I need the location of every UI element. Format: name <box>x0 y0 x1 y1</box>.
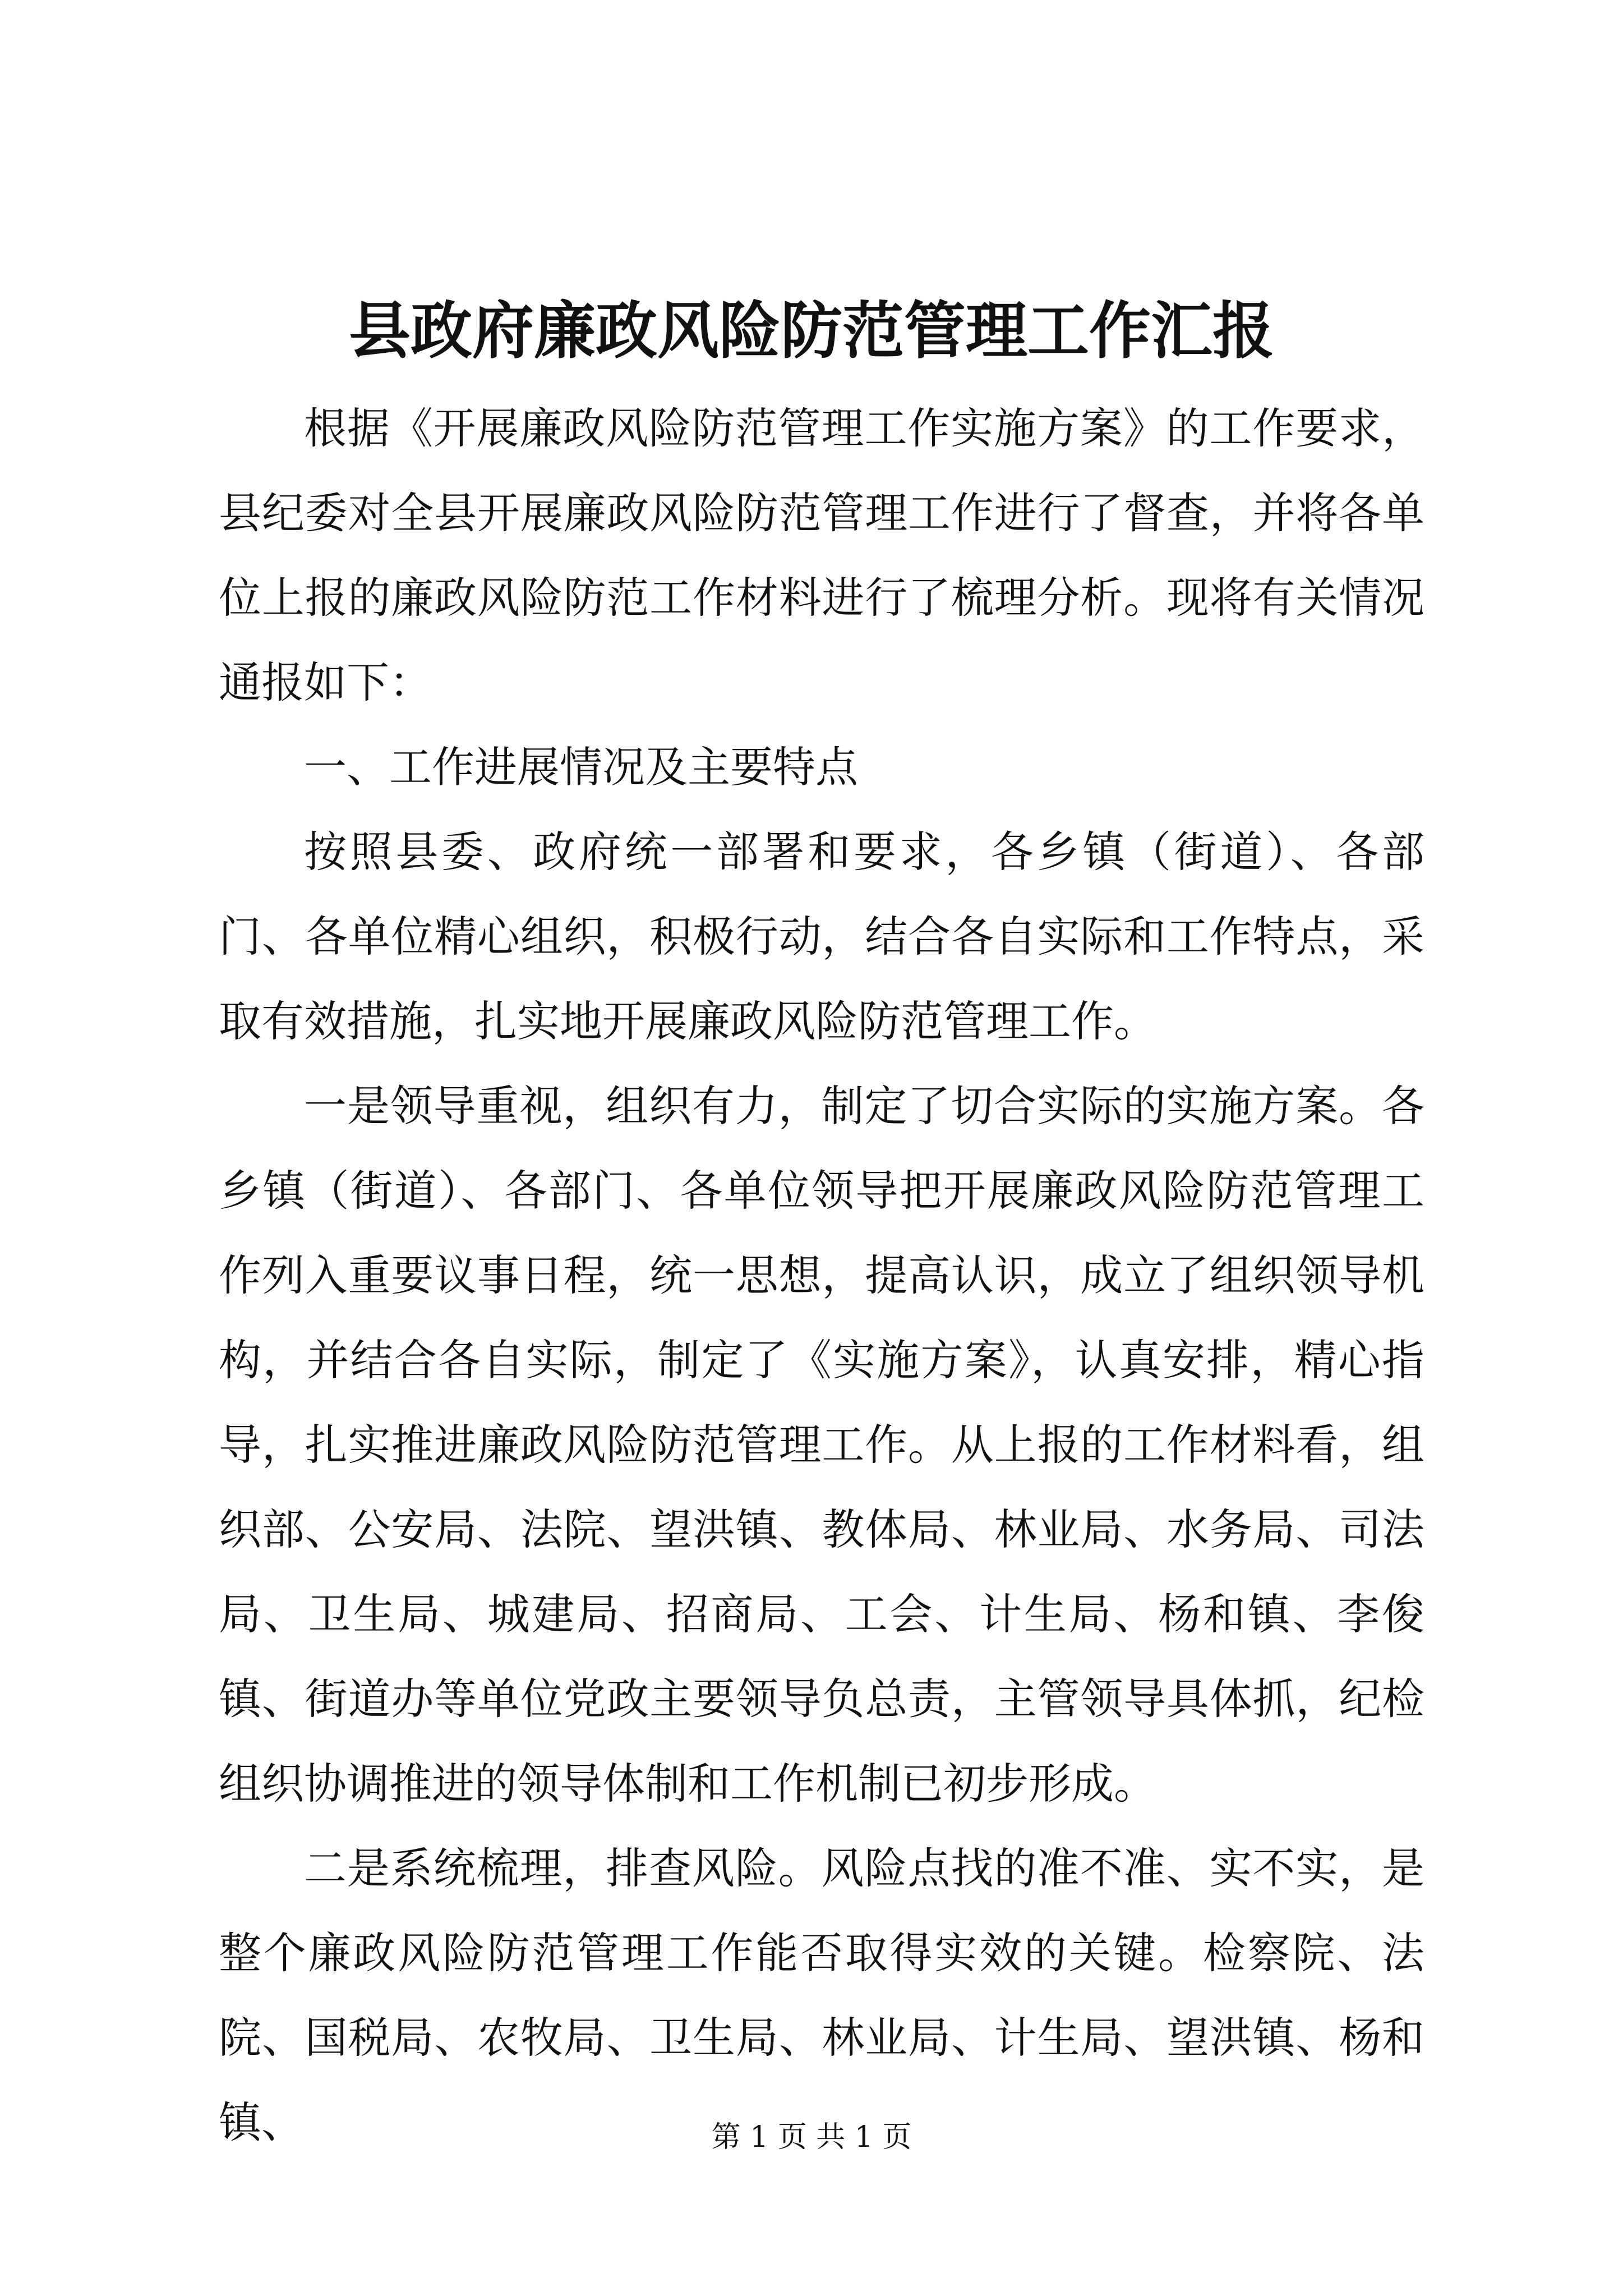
paragraph-point-two: 二是系统梳理，排查风险。风险点找的准不准、实不实，是整个廉政风险防范管理工作能否取得实效的关键。检察院、法院、国税局、农牧局、卫生局、林业局、计生局、望洪镇、杨和镇、 <box>219 1843 1424 2147</box>
paragraph-overview: 按照县委、政府统一部署和要求，各乡镇（街道）、各部门、各单位精心组织，积极行动，结合各自实际和工作特点，采取有效措施，扎实地开展廉政风险防范管理工作。 <box>219 827 1424 1046</box>
section-heading: 一、工作进展情况及主要特点 <box>304 742 858 792</box>
document-body <box>219 386 1424 2165</box>
paragraph-point-one: 一是领导重视，组织有力，制定了切合实际的实施方案。各乡镇（街道）、各部门、各单位领导把开展廉政风险防范管理工作列入重要议事日程，统一思想，提高认识，成立了组织领导机构，并结合各自实际，制定了《实施方案》，认真安排，精心指导，扎实推进廉政风险防范管理工作。从上报的工作材料看，组织部、公安局、法院、望洪镇、教体局、林业局、水务局、司法局、卫生局、城建局、招商局、工会、计生局、杨和镇、李俊镇、街道办等单位党政主要领导负总责，主管领导具体抓，纪检组织协调推进的领导体制和工作机制已初步形成。 <box>219 1081 1424 1809</box>
document-title: 县政府廉政风险防范管理工作汇报 <box>349 295 1274 367</box>
paragraph-intro: 根据《开展廉政风险防范管理工作实施方案》的工作要求，县纪委对全县开展廉政风险防范管理工作进行了督查，并将各单位上报的廉政风险防范工作材料进行了梳理分析。现将有关情况通报如下： <box>219 403 1424 707</box>
page-number-footer: 第 1 页 共 1 页 <box>711 2120 912 2154</box>
